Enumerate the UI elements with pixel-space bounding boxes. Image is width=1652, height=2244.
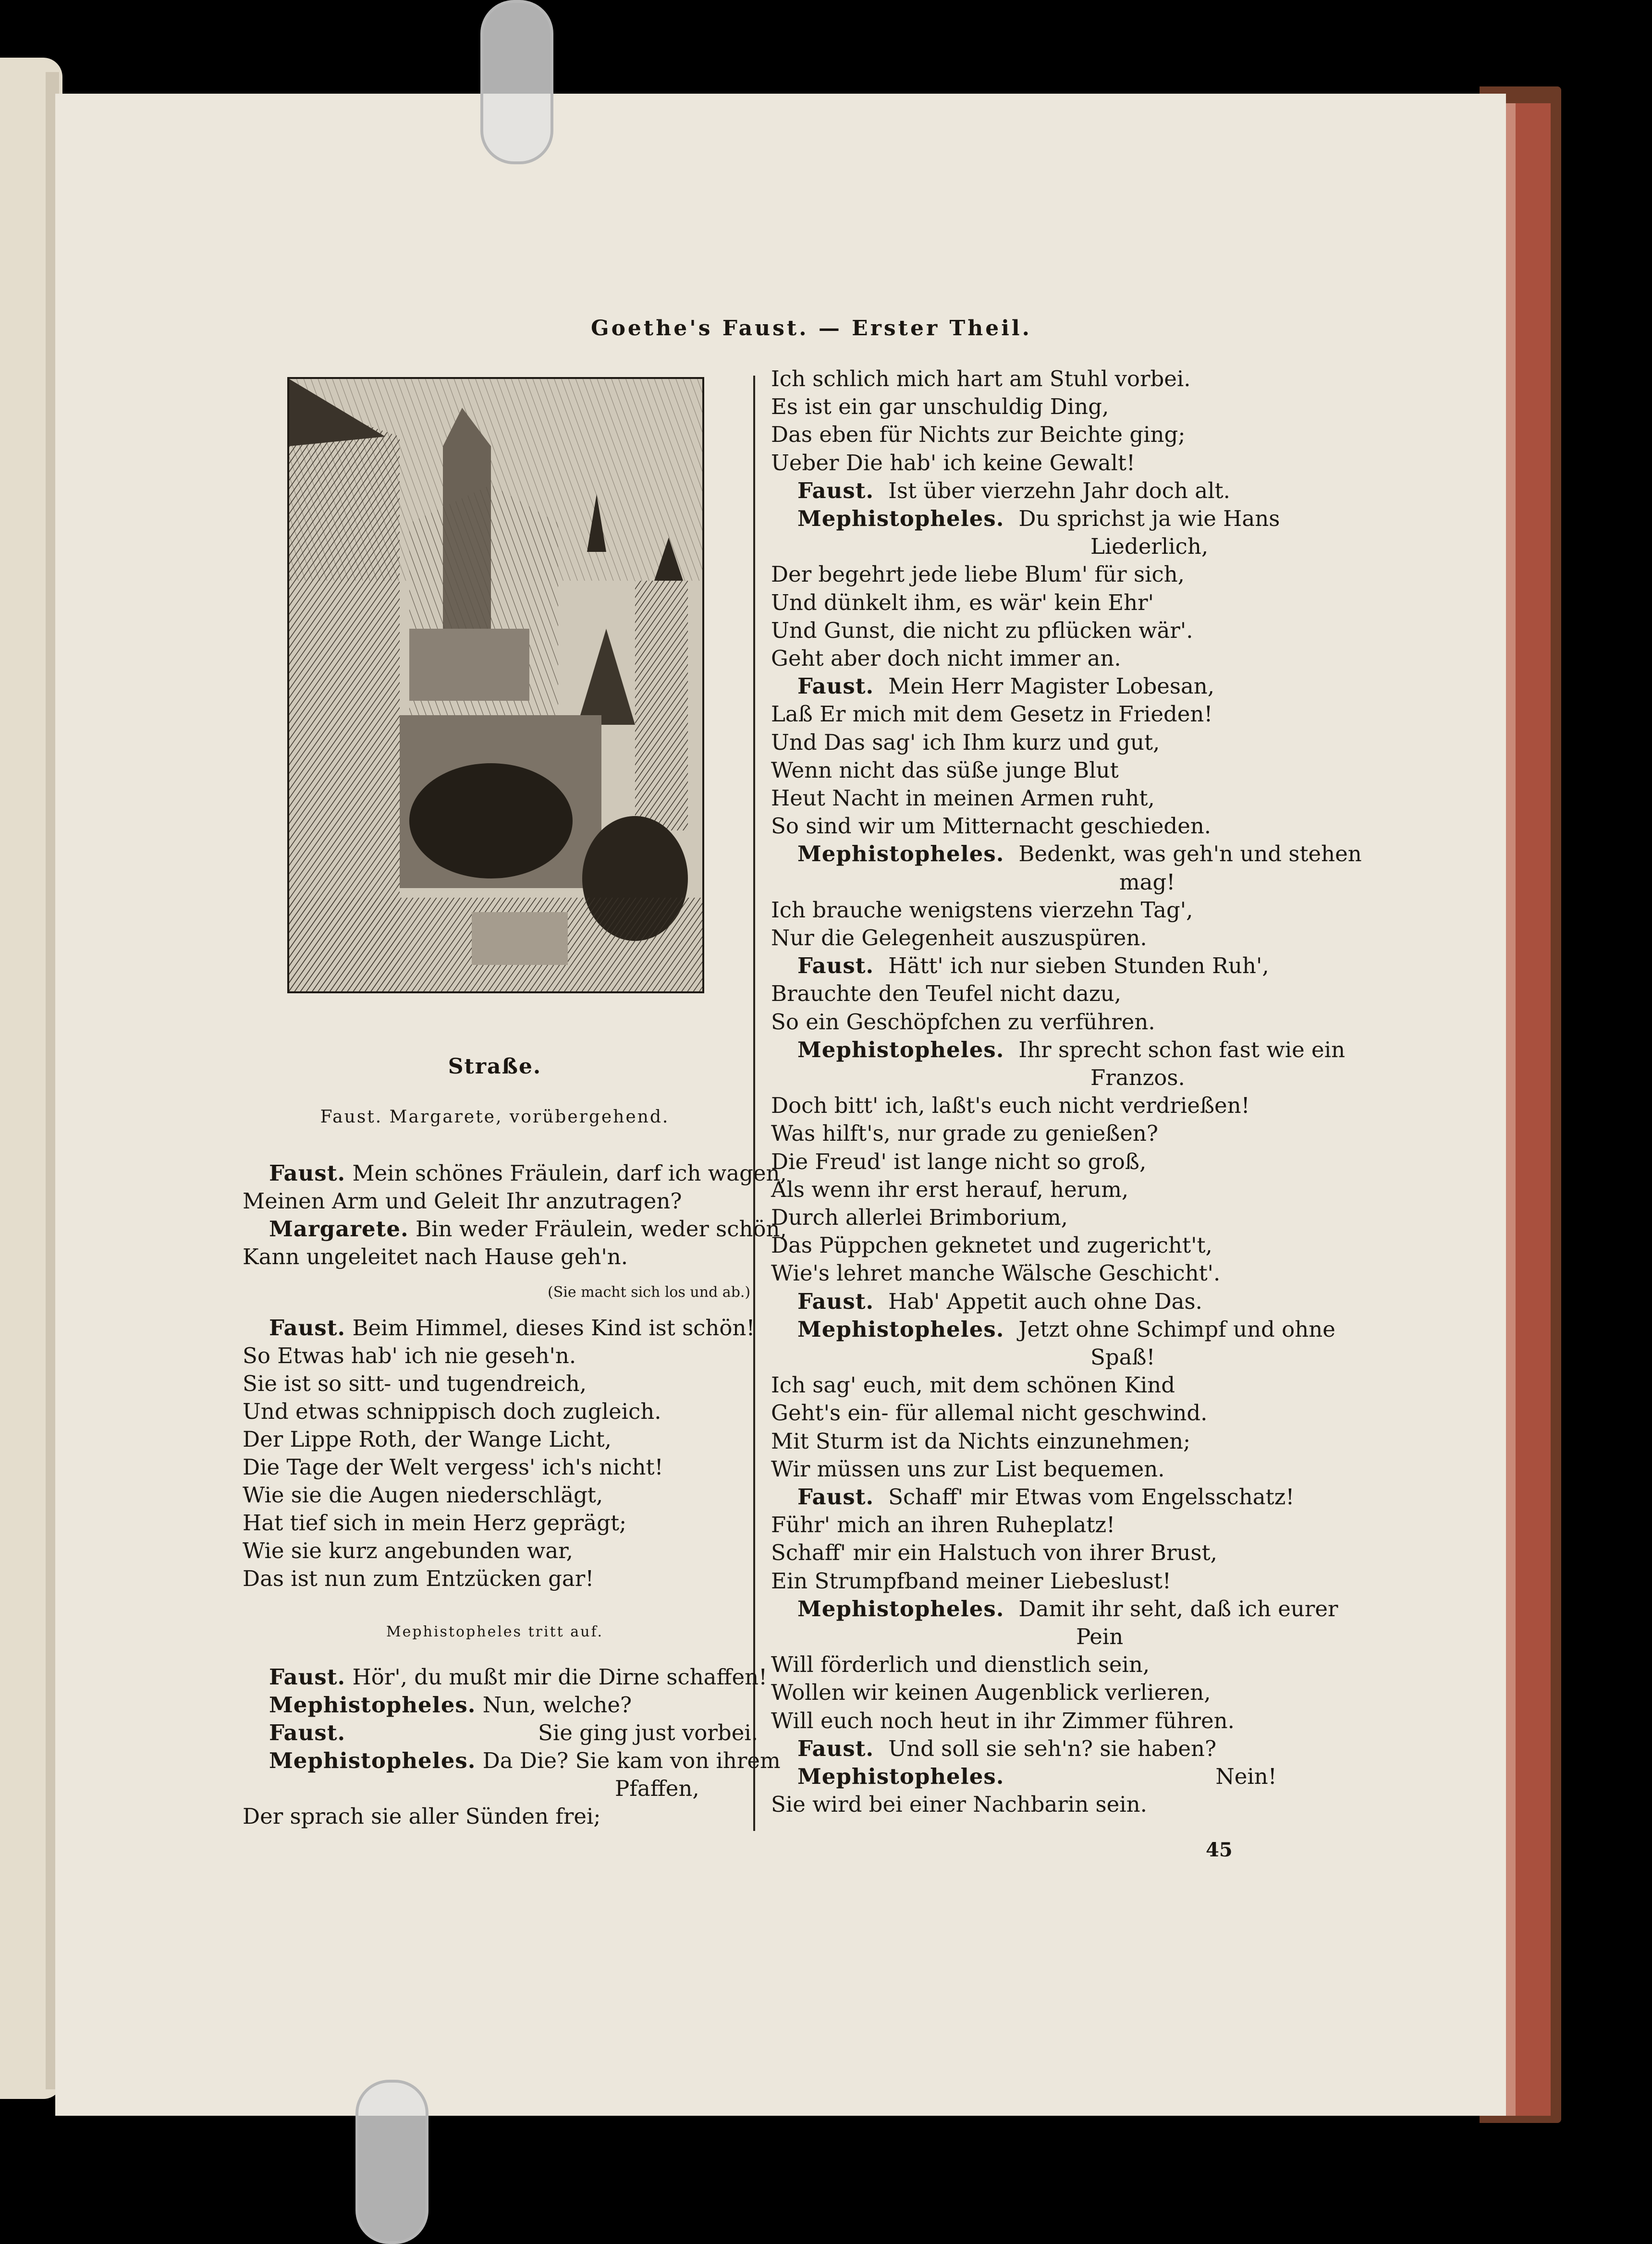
- verse-line: Und Gunst, die nicht zu pflücken wär'.: [771, 617, 1193, 643]
- verse-line: Franzos.: [1090, 1065, 1185, 1090]
- verse-text: Bin weder Fräulein, weder schön,: [416, 1216, 787, 1242]
- verse-line: Was hilft's, nur grade zu genießen?: [771, 1121, 1159, 1146]
- verse-text: Kann ungeleitet nach Hause geh'n.: [243, 1244, 628, 1269]
- verse-text: Mein schönes Fräulein, darf ich wagen,: [352, 1160, 787, 1186]
- verse-line: mag!: [1119, 869, 1175, 895]
- verse-text: Ist über vierzehn Jahr doch alt.: [888, 477, 1230, 503]
- verse-line: Hat tief sich in mein Herz geprägt;: [243, 1510, 627, 1536]
- verse-line: [243, 1187, 682, 1215]
- speaker-name: Mephistopheles.: [269, 1692, 476, 1718]
- verse-line: Nur die Gelegenheit auszuspüren.: [771, 925, 1147, 951]
- verse-text-right: Sie ging just vorbei.: [538, 1720, 759, 1745]
- verse-line: Sie wird bei einer Nachbarin sein.: [771, 1792, 1147, 1817]
- verse-line: Sie ist so sitt- und tugendreich,: [243, 1371, 587, 1396]
- page-number: 45: [1206, 1839, 1233, 1861]
- speaker-name: Mephistopheles.: [269, 1748, 476, 1773]
- stage-direction-entrance: Mephistopheles tritt auf.: [386, 1623, 604, 1640]
- verse-line: Ueber Die hab' ich keine Gewalt!: [771, 450, 1136, 476]
- verse-line: [269, 1159, 787, 1187]
- verse-line: Mit Sturm ist da Nichts einzunehmen;: [771, 1428, 1191, 1454]
- verse-line: [269, 1747, 781, 1775]
- verse-text: Nun, welche?: [482, 1692, 632, 1718]
- stage-aside: (Sie macht sich los und ab.): [548, 1284, 751, 1301]
- verse-line-with-speaker: [797, 1036, 1345, 1064]
- verse-line-with-speaker: [797, 1288, 1202, 1316]
- verse-text: Hab' Appetit auch ohne Das.: [888, 1288, 1202, 1314]
- speaker-name: Faust.: [797, 953, 874, 979]
- verse-line: Doch bitt' ich, laßt's euch nicht verdrießen!: [771, 1093, 1250, 1119]
- verse-line: [269, 1314, 755, 1342]
- verse-line-with-speaker: [797, 477, 1230, 505]
- verse-line: Ich schlich mich hart am Stuhl vorbei.: [771, 366, 1191, 391]
- verse-line: Und dünkelt ihm, es wär' kein Ehr': [771, 589, 1154, 615]
- speaker-name: Faust.: [797, 477, 874, 503]
- verse-text: Bedenkt, was geh'n und stehen: [1018, 841, 1362, 867]
- verse-line: [243, 1243, 628, 1271]
- verse-line: Der begehrt jede liebe Blum' für sich,: [771, 561, 1185, 587]
- verse-text: Und soll sie seh'n? sie haben?: [888, 1735, 1217, 1761]
- speaker-name: Faust.: [797, 1735, 874, 1761]
- verse-line: Liederlich,: [1090, 534, 1209, 560]
- verse-line-with-speaker: [797, 840, 1362, 868]
- verse-line: So Etwas hab' ich nie geseh'n.: [243, 1343, 576, 1368]
- verse-line: Das Püppchen geknetet und zugericht't,: [771, 1232, 1212, 1258]
- speaker-name: Faust.: [269, 1664, 346, 1690]
- verse-line: Als wenn ihr erst herauf, herum,: [771, 1176, 1129, 1202]
- verse-text: Meinen Arm und Geleit Ihr anzutragen?: [243, 1188, 682, 1214]
- speaker-name: Margarete.: [269, 1216, 409, 1242]
- verse-line-continuation: Pfaffen,: [615, 1776, 699, 1801]
- verse-line: [269, 1719, 345, 1747]
- verse-line: Schaff' mir ein Halstuch von ihrer Brust,: [771, 1540, 1217, 1566]
- verse-line: Ich brauche wenigstens vierzehn Tag',: [771, 897, 1193, 923]
- speaker-name: Faust.: [797, 673, 874, 699]
- verse-line-with-speaker: [797, 1316, 1335, 1343]
- verse-line-with-speaker: [797, 1595, 1338, 1623]
- verse-line: Pein: [1076, 1624, 1124, 1649]
- verse-line: Das ist nun zum Entzücken gar!: [243, 1566, 594, 1591]
- engraving-illustration: [287, 377, 704, 993]
- verse-text: Jetzt ohne Schimpf und ohne: [1018, 1316, 1335, 1342]
- column-divider: [753, 376, 755, 1831]
- verse-line: Führ' mich an ihren Ruheplatz!: [771, 1512, 1115, 1538]
- verse-text: Da Die? Sie kam von ihrem: [482, 1748, 781, 1773]
- verse-line: Durch allerlei Brimborium,: [771, 1205, 1068, 1230]
- verse-line: Wie's lehret manche Wälsche Geschicht'.: [771, 1260, 1221, 1286]
- verse-line: Laß Er mich mit dem Gesetz in Frieden!: [771, 701, 1213, 727]
- verse-line: Ich sag' euch, mit dem schönen Kind: [771, 1372, 1175, 1398]
- verse-line: Und Das sag' ich Ihm kurz und gut,: [771, 729, 1160, 755]
- speaker-name: Faust.: [269, 1160, 346, 1186]
- verse-line: Will euch noch heut in ihr Zimmer führen.: [771, 1707, 1235, 1733]
- verse-line: Will förderlich und dienstlich sein,: [771, 1652, 1150, 1678]
- verse-line: So sind wir um Mitternacht geschieden.: [771, 813, 1211, 839]
- verse-line: Spaß!: [1090, 1344, 1155, 1370]
- speaker-name: Mephistopheles.: [797, 841, 1004, 867]
- verse-line-with-speaker: [797, 505, 1280, 533]
- speaker-name: Faust.: [797, 1484, 874, 1510]
- page-edges-highlight: [1506, 103, 1516, 2116]
- speaker-name: Mephistopheles.: [797, 1596, 1004, 1622]
- verse-line: Wollen wir keinen Augenblick verlieren,: [771, 1680, 1211, 1706]
- page-clip-top: [480, 0, 553, 164]
- verse-text: Mein Herr Magister Lobesan,: [888, 673, 1215, 699]
- verse-line: Wie sie die Augen niederschlägt,: [243, 1482, 603, 1508]
- verse-line: [269, 1663, 767, 1691]
- verse-line: Geht's ein- für allemal nicht geschwind.: [771, 1400, 1208, 1426]
- verse-text: Schaff' mir Etwas vom Engelsschatz!: [888, 1484, 1295, 1510]
- speaker-name: Mephistopheles.: [797, 506, 1004, 531]
- verse-line: [269, 1691, 632, 1719]
- verse-line-with-speaker: [797, 672, 1214, 700]
- verse-text: Du sprichst ja wie Hans: [1018, 506, 1280, 531]
- running-title: Goethe's Faust. — Erster Theil.: [591, 316, 1032, 341]
- street-scene-engraving: [289, 379, 702, 991]
- verse-text: Ihr sprecht schon fast wie ein: [1018, 1037, 1346, 1062]
- speaker-name: Mephistopheles.: [797, 1037, 1004, 1062]
- verse-line-with-speaker: [797, 1763, 1277, 1791]
- page-clip-bottom: [355, 2080, 428, 2244]
- verse-line: Die Tage der Welt vergess' ich's nicht!: [243, 1454, 663, 1480]
- verse-line: Es ist ein gar unschuldig Ding,: [771, 394, 1109, 420]
- verse-line-with-speaker: [797, 1735, 1216, 1763]
- verse-line: Heut Nacht in meinen Armen ruht,: [771, 785, 1155, 811]
- verse-line: Der Lippe Roth, der Wange Licht,: [243, 1427, 612, 1452]
- verse-line: Das eben für Nichts zur Beichte ging;: [771, 422, 1186, 448]
- verse-text: Nein!: [1215, 1764, 1277, 1789]
- verse-text: Damit ihr seht, daß ich eurer: [1018, 1596, 1338, 1622]
- verse-line: Wenn nicht das süße junge Blut: [771, 757, 1119, 783]
- verse-line-with-speaker: [797, 952, 1269, 980]
- verse-line: Ein Strumpfband meiner Liebeslust!: [771, 1568, 1171, 1594]
- speaker-name: Mephistopheles.: [797, 1316, 1004, 1342]
- verse-line: Wie sie kurz angebunden war,: [243, 1538, 573, 1563]
- illustration-caption: Straße.: [448, 1054, 542, 1079]
- verse-line: Geht aber doch nicht immer an.: [771, 646, 1121, 671]
- speaker-name: Faust.: [797, 1288, 874, 1314]
- verse-line: Die Freud' ist lange nicht so groß,: [771, 1148, 1147, 1174]
- verse-line-with-speaker: [797, 1483, 1294, 1511]
- speaker-name: Faust.: [269, 1315, 346, 1341]
- verse-line: Wir müssen uns zur List bequemen.: [771, 1456, 1165, 1482]
- verse-line: Und etwas schnippisch doch zugleich.: [243, 1399, 661, 1424]
- verse-text: Hör', du mußt mir die Dirne schaffen!: [352, 1664, 768, 1690]
- verse-line: Der sprach sie aller Sünden frei;: [243, 1804, 601, 1829]
- verse-text: Hätt' ich nur sieben Stunden Ruh',: [888, 953, 1269, 979]
- stage-direction: Faust. Margarete, vorübergehend.: [320, 1107, 670, 1127]
- verse-line: Brauchte den Teufel nicht dazu,: [771, 981, 1122, 1007]
- verse-line: [269, 1215, 787, 1243]
- verse-line: So ein Geschöpfchen zu verführen.: [771, 1009, 1155, 1035]
- speaker-name: Mephistopheles.: [797, 1764, 1004, 1789]
- speaker-name: Faust.: [269, 1720, 346, 1745]
- verse-text: Beim Himmel, dieses Kind ist schön!: [352, 1315, 755, 1341]
